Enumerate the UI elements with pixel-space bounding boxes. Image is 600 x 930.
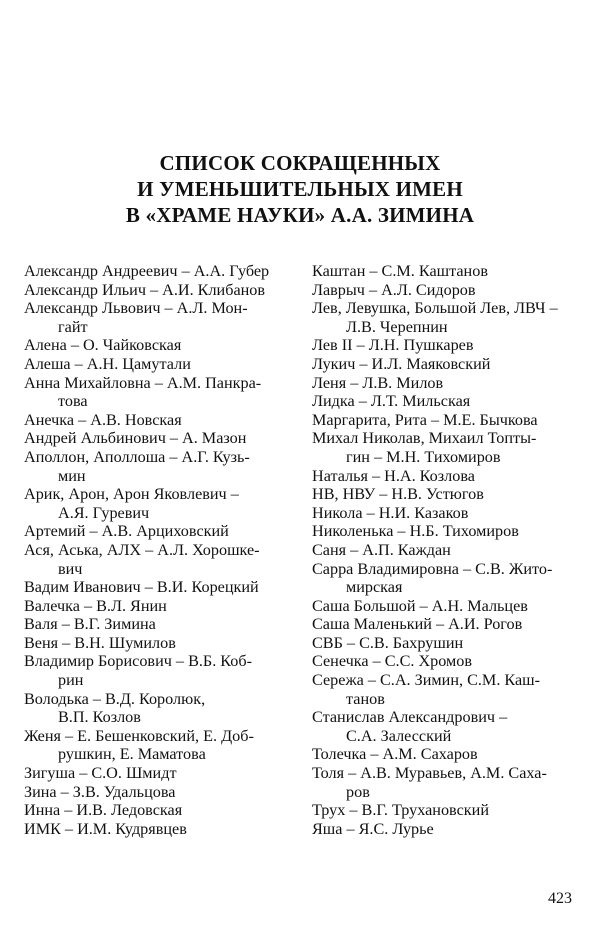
entry-continuation: вич [58, 559, 83, 578]
name-entry [24, 578, 304, 597]
name-entry [24, 355, 304, 374]
name-entry [24, 783, 304, 802]
entry-continuation: С.А. Залесский [346, 726, 452, 745]
entry-line: Саша Большой – А.Н. Мальцев [312, 596, 528, 615]
name-entry [24, 411, 304, 430]
entry-line: Лев, Левушка, Большой Лев, ЛВЧ – [312, 299, 558, 318]
entry-continuation: гайт [58, 317, 88, 336]
name-entry [312, 522, 590, 541]
entry-line: ИМК – И.М. Кудрявцев [24, 819, 187, 838]
name-entry [312, 429, 590, 466]
name-entry [312, 615, 590, 634]
entry-continuation: гин – М.Н. Тихомиров [346, 447, 501, 466]
name-entry [312, 597, 590, 616]
entry-line: Яша – Я.С. Лурье [312, 819, 434, 838]
right-column [312, 262, 590, 838]
entry-line: Алена – О. Чайковская [24, 336, 182, 355]
entry-line: Зина – З.В. Удальцова [24, 782, 176, 801]
title-line: И УМЕНЬШИТЕЛЬНЫХ ИМЕН [137, 177, 463, 201]
entry-line: Маргарита, Рита – М.Е. Бычкова [312, 410, 538, 429]
entry-continuation: рушкин, Е. Маматова [58, 745, 206, 764]
name-entry [312, 541, 590, 560]
name-entry [312, 634, 590, 653]
entry-line: Саша Маленький – А.И. Рогов [312, 615, 523, 634]
entry-continuation: Л.В. Черепнин [346, 317, 448, 336]
entry-line: Лаврыч – А.Л. Сидоров [312, 280, 476, 299]
name-entry [24, 801, 304, 820]
entry-line: Валечка – В.Л. Янин [24, 596, 167, 615]
entry-line: Лукич – И.Л. Маяковский [312, 354, 491, 373]
entry-line: Трух – В.Г. Трухановский [312, 801, 489, 820]
name-entry [312, 652, 590, 671]
name-entry [24, 597, 304, 616]
name-entry [24, 485, 304, 522]
entry-continuation: мирская [346, 578, 403, 597]
entry-line: Сарра Владимировна – С.В. Жито- [312, 559, 553, 578]
left-column [24, 262, 304, 838]
name-entry [24, 429, 304, 448]
entry-line: Володька – В.Д. Королюк, [24, 689, 206, 708]
entry-line: Владимир Борисович – В.Б. Коб- [24, 652, 253, 671]
entry-line: Сенечка – С.С. Хромов [312, 652, 473, 671]
entry-line: Женя – Е. Бешенковский, Е. Доб- [24, 726, 254, 745]
name-entry [312, 281, 590, 300]
entry-line: Никола – Н.И. Казаков [312, 503, 469, 522]
entry-continuation: ров [346, 782, 370, 801]
name-entry [24, 764, 304, 783]
entry-line: Вадим Иванович – В.И. Корецкий [24, 578, 259, 597]
entry-line: Саня – А.П. Каждан [312, 540, 451, 559]
entry-line: НВ, НВУ – Н.В. Устюгов [312, 485, 484, 504]
entry-line: Алеша – А.Н. Цамутали [24, 354, 191, 373]
entry-line: Зигуша – С.О. Шмидт [24, 764, 177, 783]
name-entry [24, 615, 304, 634]
name-entry [24, 336, 304, 355]
entry-line: Арик, Арон, Арон Яковлевич – [24, 485, 239, 504]
page-title [0, 150, 600, 228]
entry-line: Сережа – С.А. Зимин, С.М. Каш- [312, 671, 541, 690]
title-line: В «ХРАМЕ НАУКИ» А.А. ЗИМИНА [125, 203, 475, 227]
entry-continuation: това [58, 392, 88, 411]
title-line: СПИСОК СОКРАЩЕННЫХ [159, 151, 441, 175]
entry-line: Николенька – Н.Б. Тихомиров [312, 522, 519, 541]
entry-line: Толя – А.В. Муравьев, А.М. Саха- [312, 764, 547, 783]
name-entry [24, 522, 304, 541]
name-entry [24, 727, 304, 764]
entry-line: Каштан – С.М. Каштанов [312, 262, 488, 280]
name-entry [24, 634, 304, 653]
entry-line: Ася, Аська, АЛХ – А.Л. Хорошке- [24, 540, 260, 559]
entry-line: Веня – В.Н. Шумилов [24, 633, 176, 652]
entry-line: Артемий – А.В. Арциховский [24, 522, 229, 541]
name-entry [312, 355, 590, 374]
name-entry [24, 541, 304, 578]
name-entry [312, 801, 590, 820]
entry-line: Александр Андреевич – А.А. Губер [24, 262, 270, 280]
name-entry [24, 262, 304, 281]
name-entry [312, 336, 590, 355]
entry-line: Валя – В.Г. Зимина [24, 615, 156, 634]
name-entry [24, 820, 304, 839]
entry-line: Анна Михайловна – А.М. Панкра- [24, 373, 262, 392]
entry-line: Анечка – А.В. Новская [24, 410, 182, 429]
name-entry [312, 485, 590, 504]
name-entry [24, 690, 304, 727]
entry-line: Александр Львович – А.Л. Мон- [24, 299, 248, 318]
entry-continuation: А.Я. Гуревич [58, 503, 150, 522]
entry-line: Михал Николав, Михаил Топты- [312, 429, 537, 448]
name-entry [24, 448, 304, 485]
entry-line: Андрей Альбинович – А. Мазон [24, 429, 247, 448]
name-entry [312, 820, 590, 839]
entry-line: Станислав Александрович – [312, 708, 508, 727]
name-entry [312, 671, 590, 708]
page-number: 423 [548, 890, 572, 907]
entry-line: Леня – Л.В. Милов [312, 373, 444, 392]
entry-continuation: танов [346, 689, 385, 708]
name-entry [312, 411, 590, 430]
entry-line: Толечка – А.М. Сахаров [312, 745, 478, 764]
entry-line: Аполлон, Аполлоша – А.Г. Кузь- [24, 447, 250, 466]
name-entry [24, 374, 304, 411]
name-entry [312, 262, 590, 281]
entry-continuation: рин [58, 671, 84, 690]
name-entry [24, 281, 304, 300]
name-entry [312, 374, 590, 393]
entry-line: Лев II – Л.Н. Пушкарев [312, 336, 474, 355]
name-entry [24, 652, 304, 689]
name-entry [24, 299, 304, 336]
name-entry [312, 764, 590, 801]
entry-line: Александр Ильич – А.И. Клибанов [24, 280, 266, 299]
name-entry [312, 504, 590, 523]
name-entry [312, 392, 590, 411]
entry-line: СВБ – С.В. Бахрушин [312, 633, 464, 652]
entry-line: Наталья – Н.А. Козлова [312, 466, 475, 485]
name-entry [312, 745, 590, 764]
entry-line: Лидка – Л.Т. Мильская [312, 392, 471, 411]
name-entry [312, 299, 590, 336]
entry-continuation: В.П. Козлов [58, 708, 141, 727]
name-entry [312, 467, 590, 486]
name-entry [312, 708, 590, 745]
name-entry [312, 560, 590, 597]
entry-line: Инна – И.В. Ледовская [24, 801, 183, 820]
entry-continuation: мин [58, 466, 86, 485]
